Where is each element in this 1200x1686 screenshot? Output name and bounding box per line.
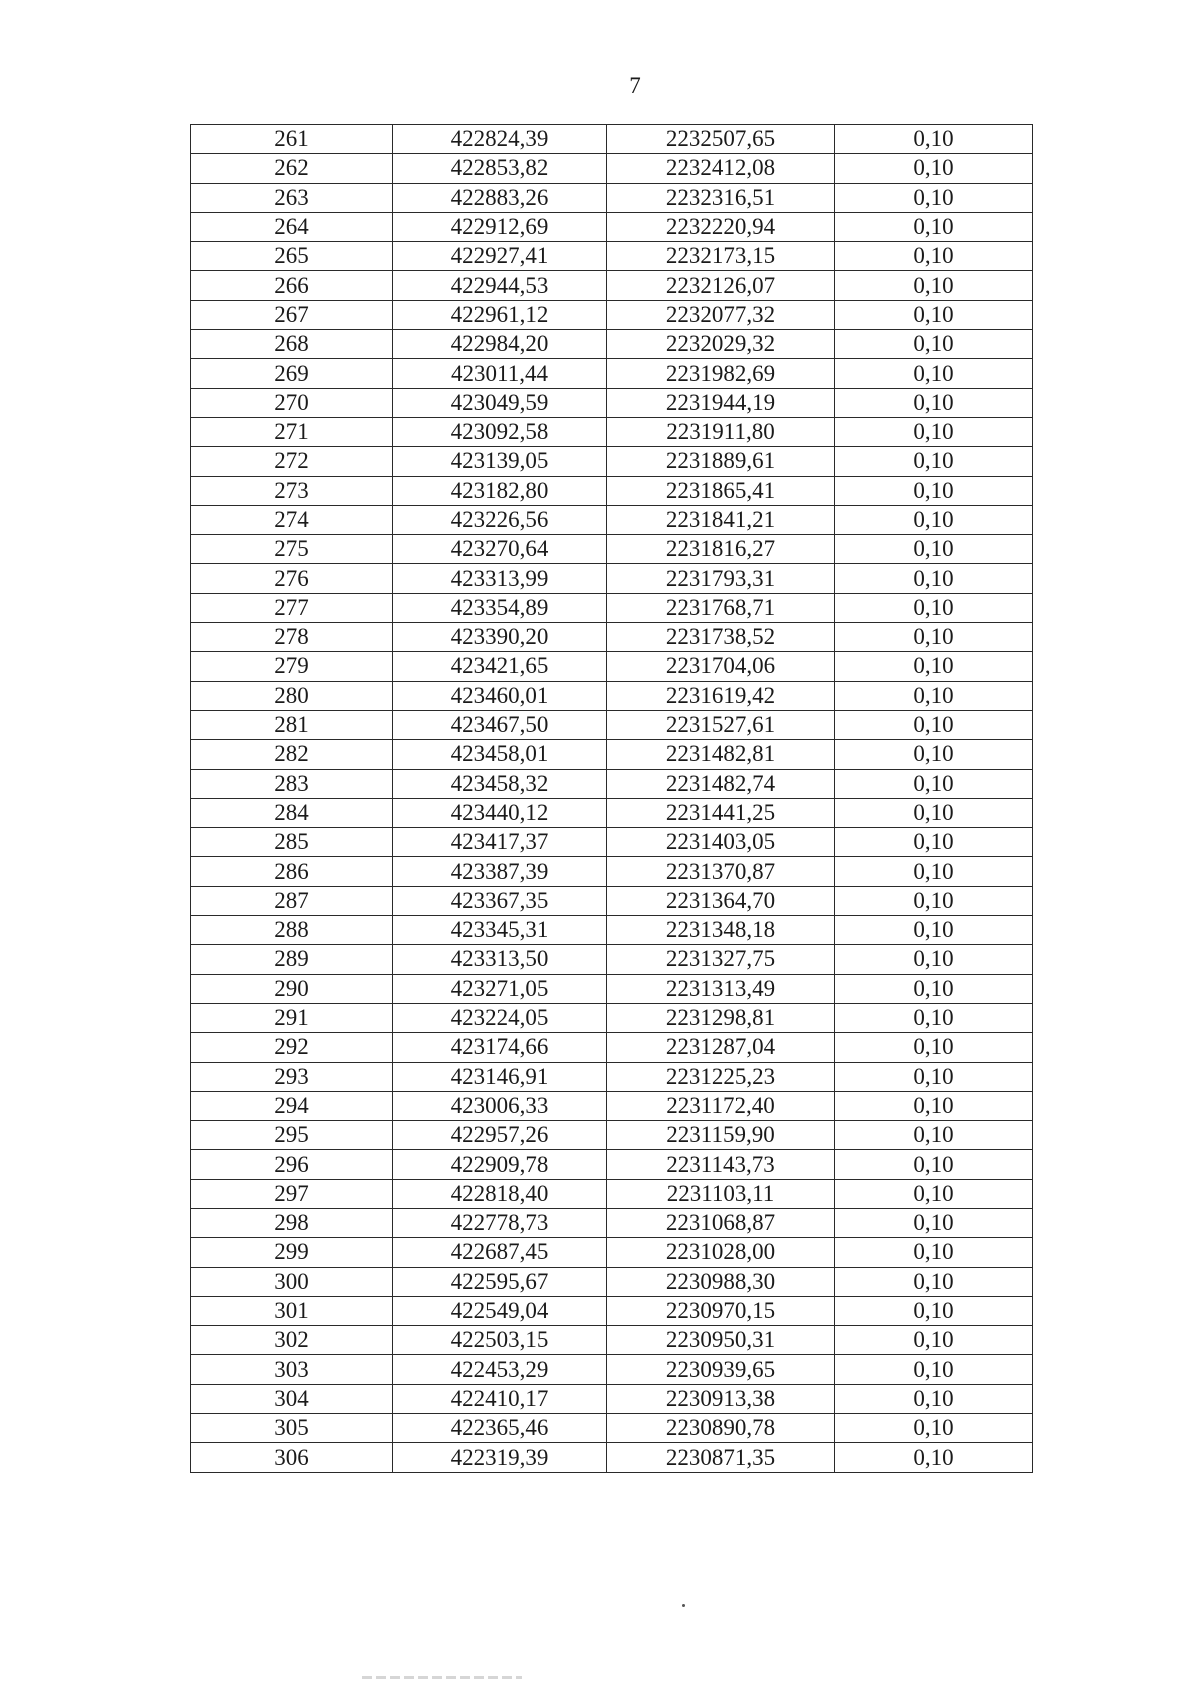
y-coordinate-cell: 2231143,73 xyxy=(607,1150,835,1179)
point-number-cell: 286 xyxy=(191,857,393,886)
point-number-cell: 267 xyxy=(191,300,393,329)
point-number-cell: 270 xyxy=(191,388,393,417)
accuracy-cell: 0,10 xyxy=(835,564,1033,593)
point-number-cell: 276 xyxy=(191,564,393,593)
accuracy-cell: 0,10 xyxy=(835,359,1033,388)
point-number-cell: 300 xyxy=(191,1267,393,1296)
accuracy-cell: 0,10 xyxy=(835,1238,1033,1267)
table-row xyxy=(191,1003,1033,1032)
y-coordinate-cell: 2232077,32 xyxy=(607,300,835,329)
accuracy-cell: 0,10 xyxy=(835,1003,1033,1032)
accuracy-cell: 0,10 xyxy=(835,1414,1033,1443)
y-coordinate-cell: 2231841,21 xyxy=(607,505,835,534)
accuracy-cell: 0,10 xyxy=(835,1150,1033,1179)
table-row xyxy=(191,974,1033,1003)
x-coordinate-cell: 423345,31 xyxy=(393,916,607,945)
table-row xyxy=(191,681,1033,710)
point-number-cell: 280 xyxy=(191,681,393,710)
x-coordinate-cell: 423367,35 xyxy=(393,886,607,915)
accuracy-cell: 0,10 xyxy=(835,330,1033,359)
y-coordinate-cell: 2231441,25 xyxy=(607,798,835,827)
point-number-cell: 291 xyxy=(191,1003,393,1032)
table-row xyxy=(191,125,1033,154)
point-number-cell: 289 xyxy=(191,945,393,974)
y-coordinate-cell: 2230871,35 xyxy=(607,1443,835,1472)
table-row xyxy=(191,652,1033,681)
table-row xyxy=(191,242,1033,271)
table-row xyxy=(191,710,1033,739)
table-row xyxy=(191,1121,1033,1150)
x-coordinate-cell: 422453,29 xyxy=(393,1355,607,1384)
y-coordinate-cell: 2231298,81 xyxy=(607,1003,835,1032)
y-coordinate-cell: 2231889,61 xyxy=(607,447,835,476)
accuracy-cell: 0,10 xyxy=(835,388,1033,417)
y-coordinate-cell: 2231768,71 xyxy=(607,593,835,622)
x-coordinate-cell: 422961,12 xyxy=(393,300,607,329)
page-number: 7 xyxy=(629,73,641,98)
table-row xyxy=(191,1267,1033,1296)
accuracy-cell: 0,10 xyxy=(835,212,1033,241)
y-coordinate-cell: 2231911,80 xyxy=(607,417,835,446)
table-row xyxy=(191,886,1033,915)
point-number-cell: 262 xyxy=(191,154,393,183)
y-coordinate-cell: 2231403,05 xyxy=(607,828,835,857)
accuracy-cell: 0,10 xyxy=(835,710,1033,739)
accuracy-cell: 0,10 xyxy=(835,886,1033,915)
table-row xyxy=(191,271,1033,300)
table-row xyxy=(191,476,1033,505)
x-coordinate-cell: 423467,50 xyxy=(393,710,607,739)
x-coordinate-cell: 423460,01 xyxy=(393,681,607,710)
accuracy-cell: 0,10 xyxy=(835,476,1033,505)
x-coordinate-cell: 423417,37 xyxy=(393,828,607,857)
table-row xyxy=(191,388,1033,417)
point-number-cell: 285 xyxy=(191,828,393,857)
accuracy-cell: 0,10 xyxy=(835,857,1033,886)
x-coordinate-cell: 422595,67 xyxy=(393,1267,607,1296)
y-coordinate-cell: 2231944,19 xyxy=(607,388,835,417)
point-number-cell: 275 xyxy=(191,535,393,564)
table-row xyxy=(191,1326,1033,1355)
point-number-cell: 279 xyxy=(191,652,393,681)
x-coordinate-cell: 422957,26 xyxy=(393,1121,607,1150)
point-number-cell: 265 xyxy=(191,242,393,271)
accuracy-cell: 0,10 xyxy=(835,916,1033,945)
point-number-cell: 264 xyxy=(191,212,393,241)
y-coordinate-cell: 2231313,49 xyxy=(607,974,835,1003)
point-number-cell: 268 xyxy=(191,330,393,359)
table-row xyxy=(191,857,1033,886)
x-coordinate-cell: 422883,26 xyxy=(393,183,607,212)
accuracy-cell: 0,10 xyxy=(835,769,1033,798)
point-number-cell: 301 xyxy=(191,1296,393,1325)
accuracy-cell: 0,10 xyxy=(835,623,1033,652)
accuracy-cell: 0,10 xyxy=(835,740,1033,769)
table-row xyxy=(191,505,1033,534)
table-row xyxy=(191,330,1033,359)
table-row xyxy=(191,1062,1033,1091)
accuracy-cell: 0,10 xyxy=(835,1091,1033,1120)
table-row xyxy=(191,183,1033,212)
y-coordinate-cell: 2232316,51 xyxy=(607,183,835,212)
y-coordinate-cell: 2231028,00 xyxy=(607,1238,835,1267)
point-number-cell: 281 xyxy=(191,710,393,739)
accuracy-cell: 0,10 xyxy=(835,1267,1033,1296)
accuracy-cell: 0,10 xyxy=(835,183,1033,212)
accuracy-cell: 0,10 xyxy=(835,1384,1033,1413)
point-number-cell: 266 xyxy=(191,271,393,300)
y-coordinate-cell: 2232029,32 xyxy=(607,330,835,359)
table-row xyxy=(191,1208,1033,1237)
x-coordinate-cell: 422912,69 xyxy=(393,212,607,241)
accuracy-cell: 0,10 xyxy=(835,1121,1033,1150)
table-row xyxy=(191,300,1033,329)
accuracy-cell: 0,10 xyxy=(835,505,1033,534)
x-coordinate-cell: 423182,80 xyxy=(393,476,607,505)
x-coordinate-cell: 422503,15 xyxy=(393,1326,607,1355)
y-coordinate-cell: 2231068,87 xyxy=(607,1208,835,1237)
accuracy-cell: 0,10 xyxy=(835,417,1033,446)
table-row xyxy=(191,417,1033,446)
table-row xyxy=(191,1355,1033,1384)
table-row xyxy=(191,916,1033,945)
accuracy-cell: 0,10 xyxy=(835,1179,1033,1208)
accuracy-cell: 0,10 xyxy=(835,154,1033,183)
x-coordinate-cell: 423174,66 xyxy=(393,1033,607,1062)
point-number-cell: 306 xyxy=(191,1443,393,1472)
y-coordinate-cell: 2231619,42 xyxy=(607,681,835,710)
x-coordinate-cell: 423354,89 xyxy=(393,593,607,622)
x-coordinate-cell: 423146,91 xyxy=(393,1062,607,1091)
x-coordinate-cell: 423440,12 xyxy=(393,798,607,827)
accuracy-cell: 0,10 xyxy=(835,1033,1033,1062)
y-coordinate-cell: 2232507,65 xyxy=(607,125,835,154)
table-row xyxy=(191,1414,1033,1443)
x-coordinate-cell: 423313,50 xyxy=(393,945,607,974)
y-coordinate-cell: 2231348,18 xyxy=(607,916,835,945)
table-row xyxy=(191,798,1033,827)
table-row xyxy=(191,593,1033,622)
y-coordinate-cell: 2231527,61 xyxy=(607,710,835,739)
x-coordinate-cell: 423011,44 xyxy=(393,359,607,388)
point-number-cell: 305 xyxy=(191,1414,393,1443)
x-coordinate-cell: 422909,78 xyxy=(393,1150,607,1179)
y-coordinate-cell: 2230950,31 xyxy=(607,1326,835,1355)
coordinates-table xyxy=(190,124,1033,1473)
x-coordinate-cell: 423006,33 xyxy=(393,1091,607,1120)
y-coordinate-cell: 2231103,11 xyxy=(607,1179,835,1208)
point-number-cell: 292 xyxy=(191,1033,393,1062)
scan-artifact-dot xyxy=(682,1604,685,1607)
x-coordinate-cell: 423390,20 xyxy=(393,623,607,652)
table-row xyxy=(191,769,1033,798)
table-row xyxy=(191,1384,1033,1413)
y-coordinate-cell: 2230970,15 xyxy=(607,1296,835,1325)
x-coordinate-cell: 423224,05 xyxy=(393,1003,607,1032)
table-row xyxy=(191,945,1033,974)
point-number-cell: 304 xyxy=(191,1384,393,1413)
point-number-cell: 284 xyxy=(191,798,393,827)
y-coordinate-cell: 2230890,78 xyxy=(607,1414,835,1443)
y-coordinate-cell: 2231738,52 xyxy=(607,623,835,652)
accuracy-cell: 0,10 xyxy=(835,945,1033,974)
point-number-cell: 290 xyxy=(191,974,393,1003)
y-coordinate-cell: 2232412,08 xyxy=(607,154,835,183)
y-coordinate-cell: 2231287,04 xyxy=(607,1033,835,1062)
point-number-cell: 302 xyxy=(191,1326,393,1355)
x-coordinate-cell: 422927,41 xyxy=(393,242,607,271)
y-coordinate-cell: 2232220,94 xyxy=(607,212,835,241)
x-coordinate-cell: 423139,05 xyxy=(393,447,607,476)
accuracy-cell: 0,10 xyxy=(835,652,1033,681)
x-coordinate-cell: 423458,01 xyxy=(393,740,607,769)
point-number-cell: 298 xyxy=(191,1208,393,1237)
y-coordinate-cell: 2231159,90 xyxy=(607,1121,835,1150)
point-number-cell: 297 xyxy=(191,1179,393,1208)
table-row xyxy=(191,1179,1033,1208)
point-number-cell: 299 xyxy=(191,1238,393,1267)
accuracy-cell: 0,10 xyxy=(835,1296,1033,1325)
x-coordinate-cell: 422853,82 xyxy=(393,154,607,183)
x-coordinate-cell: 422984,20 xyxy=(393,330,607,359)
y-coordinate-cell: 2231482,74 xyxy=(607,769,835,798)
y-coordinate-cell: 2231982,69 xyxy=(607,359,835,388)
x-coordinate-cell: 423049,59 xyxy=(393,388,607,417)
y-coordinate-cell: 2231327,75 xyxy=(607,945,835,974)
x-coordinate-cell: 423271,05 xyxy=(393,974,607,1003)
point-number-cell: 296 xyxy=(191,1150,393,1179)
x-coordinate-cell: 423092,58 xyxy=(393,417,607,446)
table-row xyxy=(191,212,1033,241)
point-number-cell: 295 xyxy=(191,1121,393,1150)
point-number-cell: 283 xyxy=(191,769,393,798)
point-number-cell: 277 xyxy=(191,593,393,622)
point-number-cell: 282 xyxy=(191,740,393,769)
table-row xyxy=(191,564,1033,593)
table-row xyxy=(191,828,1033,857)
y-coordinate-cell: 2230988,30 xyxy=(607,1267,835,1296)
scan-artifact-strip xyxy=(362,1676,522,1679)
y-coordinate-cell: 2231364,70 xyxy=(607,886,835,915)
accuracy-cell: 0,10 xyxy=(835,1326,1033,1355)
x-coordinate-cell: 423313,99 xyxy=(393,564,607,593)
table-row xyxy=(191,1443,1033,1472)
accuracy-cell: 0,10 xyxy=(835,1443,1033,1472)
table-row xyxy=(191,623,1033,652)
x-coordinate-cell: 423458,32 xyxy=(393,769,607,798)
x-coordinate-cell: 422687,45 xyxy=(393,1238,607,1267)
accuracy-cell: 0,10 xyxy=(835,271,1033,300)
accuracy-cell: 0,10 xyxy=(835,300,1033,329)
y-coordinate-cell: 2231816,27 xyxy=(607,535,835,564)
y-coordinate-cell: 2232126,07 xyxy=(607,271,835,300)
table-row xyxy=(191,1091,1033,1120)
x-coordinate-cell: 422365,46 xyxy=(393,1414,607,1443)
point-number-cell: 272 xyxy=(191,447,393,476)
point-number-cell: 261 xyxy=(191,125,393,154)
accuracy-cell: 0,10 xyxy=(835,681,1033,710)
point-number-cell: 288 xyxy=(191,916,393,945)
y-coordinate-cell: 2231704,06 xyxy=(607,652,835,681)
x-coordinate-cell: 422319,39 xyxy=(393,1443,607,1472)
y-coordinate-cell: 2231865,41 xyxy=(607,476,835,505)
y-coordinate-cell: 2231225,23 xyxy=(607,1062,835,1091)
accuracy-cell: 0,10 xyxy=(835,798,1033,827)
y-coordinate-cell: 2232173,15 xyxy=(607,242,835,271)
table-row xyxy=(191,447,1033,476)
table-row xyxy=(191,1238,1033,1267)
accuracy-cell: 0,10 xyxy=(835,593,1033,622)
accuracy-cell: 0,10 xyxy=(835,974,1033,1003)
coordinates-table-body xyxy=(191,125,1033,1473)
point-number-cell: 271 xyxy=(191,417,393,446)
x-coordinate-cell: 422410,17 xyxy=(393,1384,607,1413)
x-coordinate-cell: 423226,56 xyxy=(393,505,607,534)
y-coordinate-cell: 2230913,38 xyxy=(607,1384,835,1413)
table-row xyxy=(191,740,1033,769)
x-coordinate-cell: 423270,64 xyxy=(393,535,607,564)
y-coordinate-cell: 2231793,31 xyxy=(607,564,835,593)
y-coordinate-cell: 2230939,65 xyxy=(607,1355,835,1384)
x-coordinate-cell: 422818,40 xyxy=(393,1179,607,1208)
point-number-cell: 303 xyxy=(191,1355,393,1384)
accuracy-cell: 0,10 xyxy=(835,242,1033,271)
table-row xyxy=(191,1296,1033,1325)
point-number-cell: 294 xyxy=(191,1091,393,1120)
point-number-cell: 269 xyxy=(191,359,393,388)
y-coordinate-cell: 2231370,87 xyxy=(607,857,835,886)
accuracy-cell: 0,10 xyxy=(835,125,1033,154)
point-number-cell: 273 xyxy=(191,476,393,505)
table-row xyxy=(191,359,1033,388)
accuracy-cell: 0,10 xyxy=(835,535,1033,564)
accuracy-cell: 0,10 xyxy=(835,1062,1033,1091)
point-number-cell: 274 xyxy=(191,505,393,534)
x-coordinate-cell: 422824,39 xyxy=(393,125,607,154)
table-row xyxy=(191,1033,1033,1062)
table-row xyxy=(191,1150,1033,1179)
y-coordinate-cell: 2231482,81 xyxy=(607,740,835,769)
x-coordinate-cell: 422549,04 xyxy=(393,1296,607,1325)
table-row xyxy=(191,154,1033,183)
x-coordinate-cell: 422944,53 xyxy=(393,271,607,300)
y-coordinate-cell: 2231172,40 xyxy=(607,1091,835,1120)
x-coordinate-cell: 423421,65 xyxy=(393,652,607,681)
accuracy-cell: 0,10 xyxy=(835,1355,1033,1384)
accuracy-cell: 0,10 xyxy=(835,828,1033,857)
x-coordinate-cell: 422778,73 xyxy=(393,1208,607,1237)
point-number-cell: 287 xyxy=(191,886,393,915)
point-number-cell: 263 xyxy=(191,183,393,212)
table-row xyxy=(191,535,1033,564)
accuracy-cell: 0,10 xyxy=(835,447,1033,476)
point-number-cell: 278 xyxy=(191,623,393,652)
point-number-cell: 293 xyxy=(191,1062,393,1091)
accuracy-cell: 0,10 xyxy=(835,1208,1033,1237)
x-coordinate-cell: 423387,39 xyxy=(393,857,607,886)
